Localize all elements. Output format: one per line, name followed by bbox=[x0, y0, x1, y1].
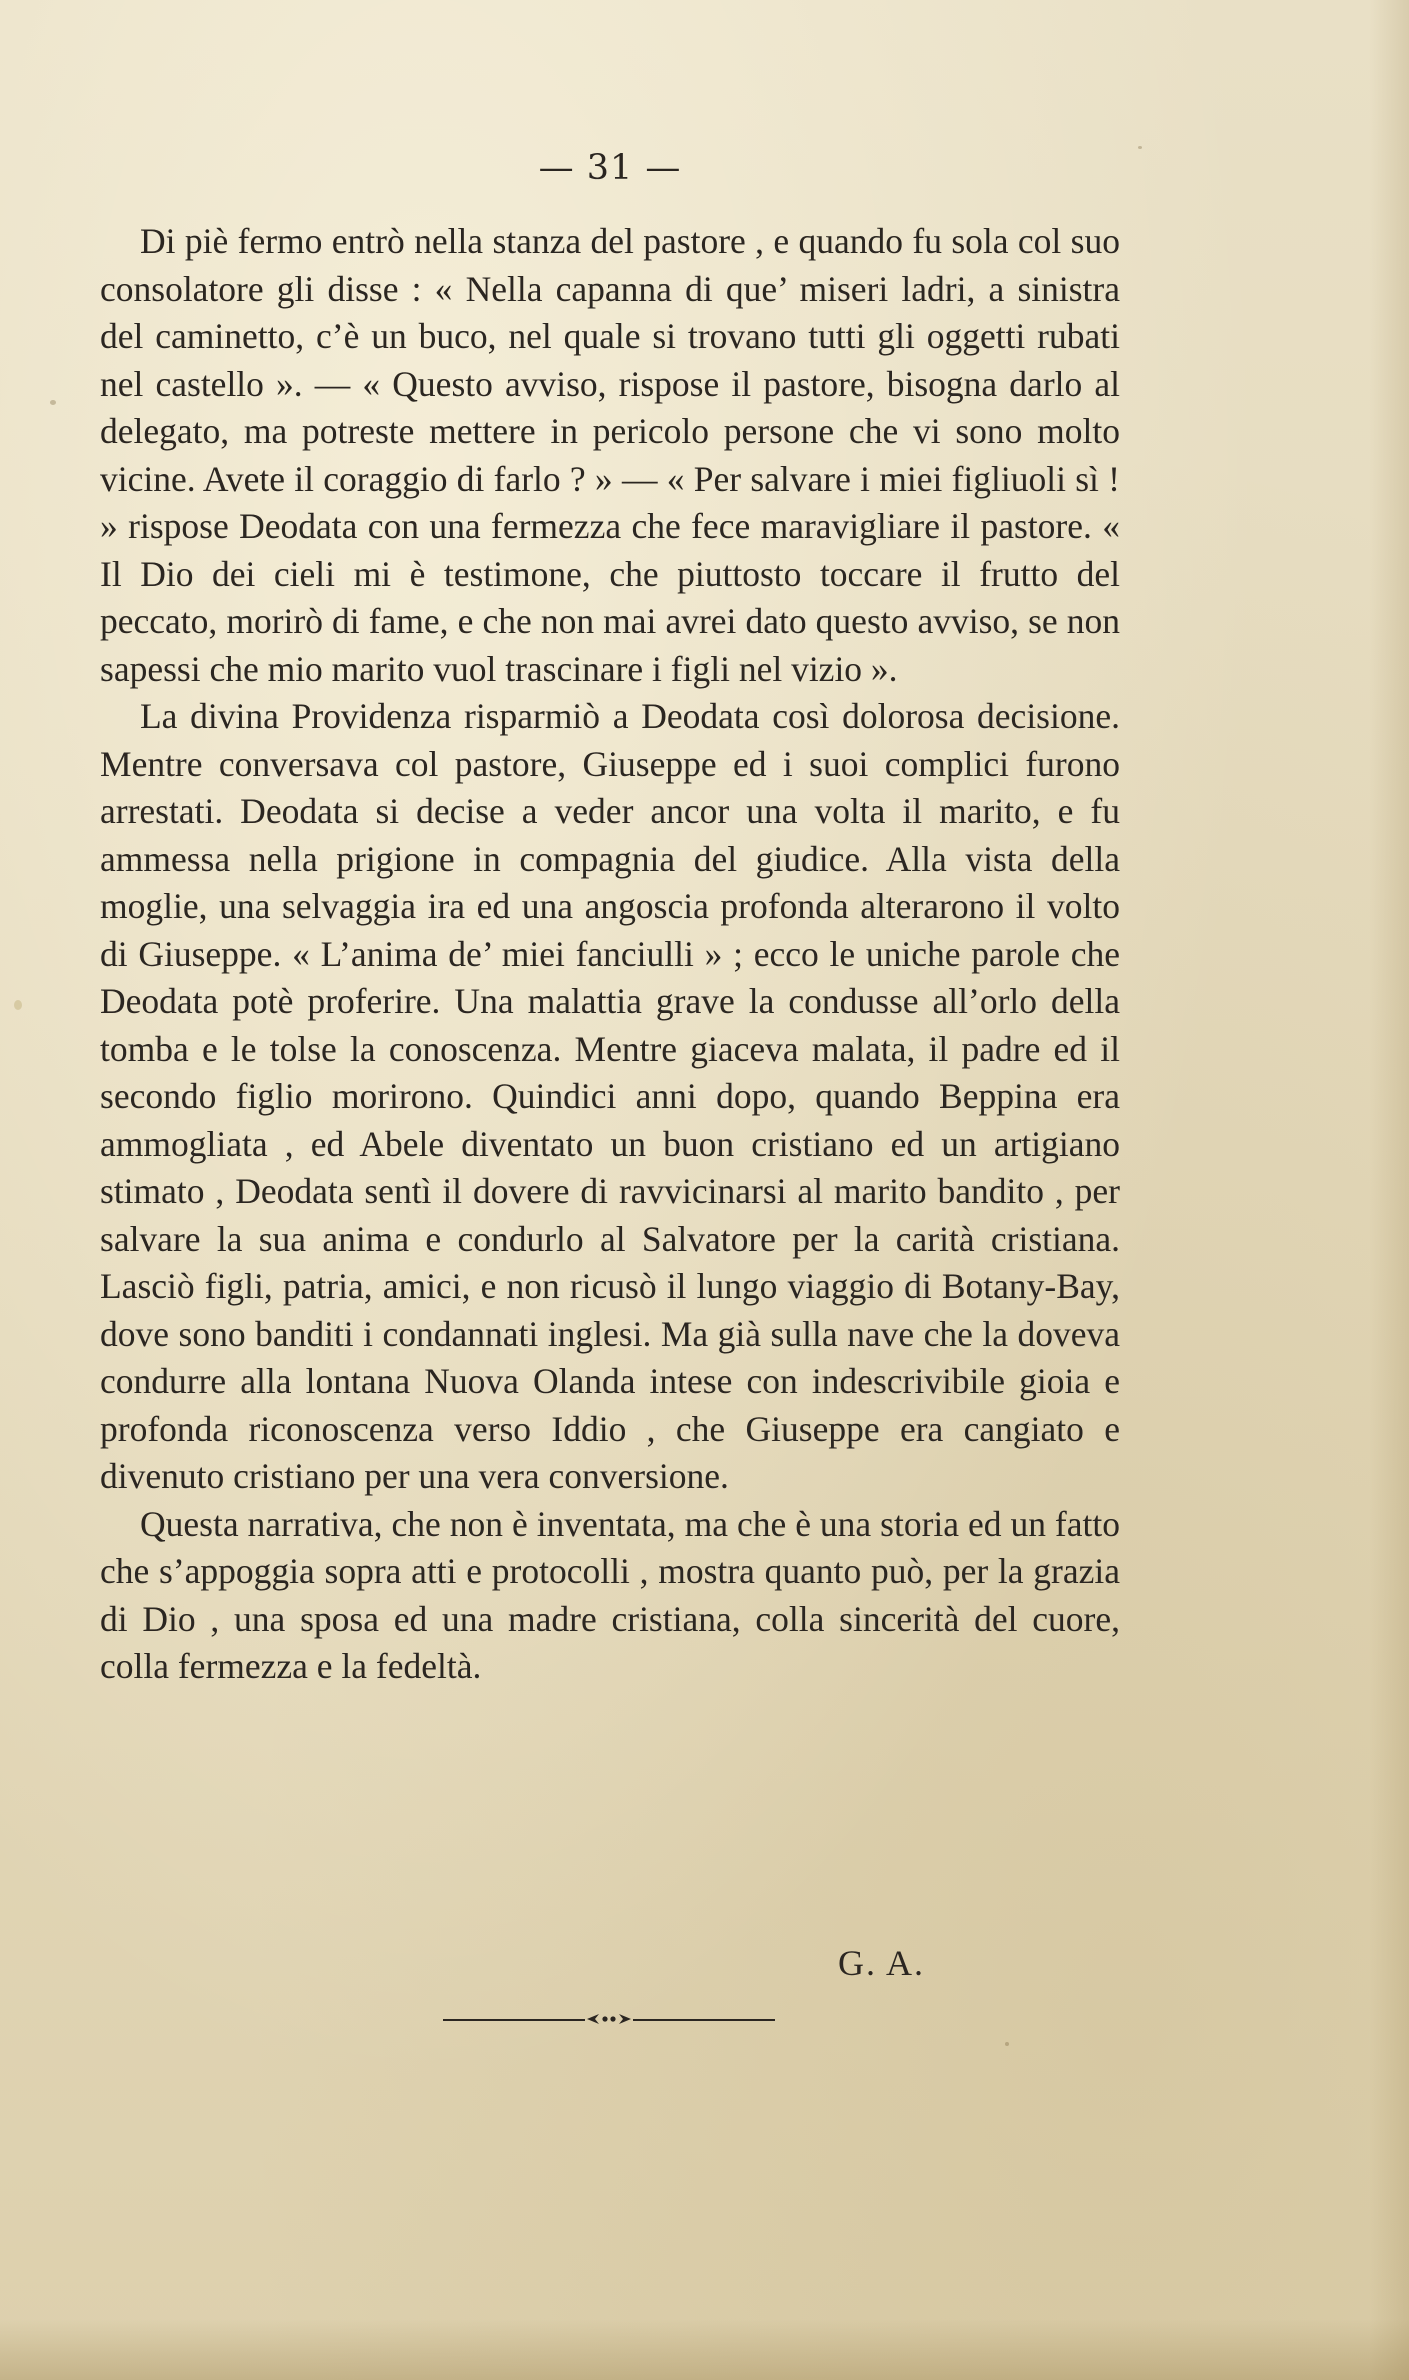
paragraph-2: La divina Providenza risparmiò a Deodata così dolorosa decisione. Mentre conversava col pastore, Giuseppe ed i suoi complici furono arrestati. Deodata si decise a veder ancor una volta il marito, e fu ammessa nella prigione in compagnia del giudice. Alla vista della moglie, una selvaggia ira ed una angoscia profonda alterarono il volto di Giuseppe. « L’anima de’ miei fanciulli » ; ecco le uniche parole che Deodata potè proferire. Una malattia grave la condusse all’orlo della tomba e le tolse la conoscenza. Mentre giaceva malata, il padre ed il secondo figlio morirono. Quindici anni dopo, quando Beppina era ammogliata , ed Abele diventato un buon cristiano ed un artigiano stimato , Deodata sentì il dovere di ravvicinarsi al marito bandito , per salvare la sua anima e condurlo al Salvatore per la carità cristiana. Lasciò figli, patria, amici, e non ricusò il lungo viaggio di Botany-Bay, dove sono banditi i condannati inglesi. Ma già sulla nave che la doveva condurre alla lontana Nuova Olanda intese con indescrivibile gioia e profonda riconoscenza verso Iddio , che Giuseppe era cangiato e divenuto cristiano per una vera conversione. bbox=[100, 696, 1120, 1496]
body-text bbox=[100, 218, 1120, 1691]
paper-speck bbox=[50, 400, 56, 405]
paragraph-1: Di piè fermo entrò nella stanza del pastore , e quando fu sola col suo consolatore gli disse : « Nella capanna di que’ miseri ladri, a sinistra del caminetto, c’è un buco, nel quale si trovano tutti gli oggetti rubati nel castello ». — « Questo avviso, rispose il pastore, bisogna darlo al delegato, ma potreste mettere in pericolo persone che vi sono molto vicine. Avete il coraggio di farlo ? » — « Per salvare i miei figliuoli sì ! » rispose Deodata con una fermezza che fece maravigliare il pastore. « Il Dio dei cieli mi è testimone, che piuttosto toccare il frutto del peccato, morirò di fame, e che non mai avrei dato questo avviso, se non sapessi che mio marito vuol trascinare i figli nel vizio ». bbox=[100, 221, 1120, 689]
paper-speck bbox=[14, 1000, 22, 1010]
ornament-rule-right bbox=[633, 2019, 775, 2021]
paragraph-3: Questa narrativa, che non è inventata, ma che è una storia ed un fatto che s’appoggia sopra atti e protocolli , mostra quanto può, per la grazia di Dio , una sposa ed una madre cristiana, colla sincerità del cuore, colla fermezza e la fedeltà. bbox=[100, 1503, 1120, 1686]
paper-speck bbox=[1138, 146, 1142, 149]
ornament-rule-left bbox=[443, 2019, 585, 2021]
paper-speck bbox=[1005, 2042, 1009, 2046]
page-number: — 31 — bbox=[538, 148, 682, 188]
ornament-fleuron-icon bbox=[585, 2011, 633, 2027]
end-ornament bbox=[443, 2011, 775, 2027]
author-signature: G. A. bbox=[838, 1943, 926, 1983]
